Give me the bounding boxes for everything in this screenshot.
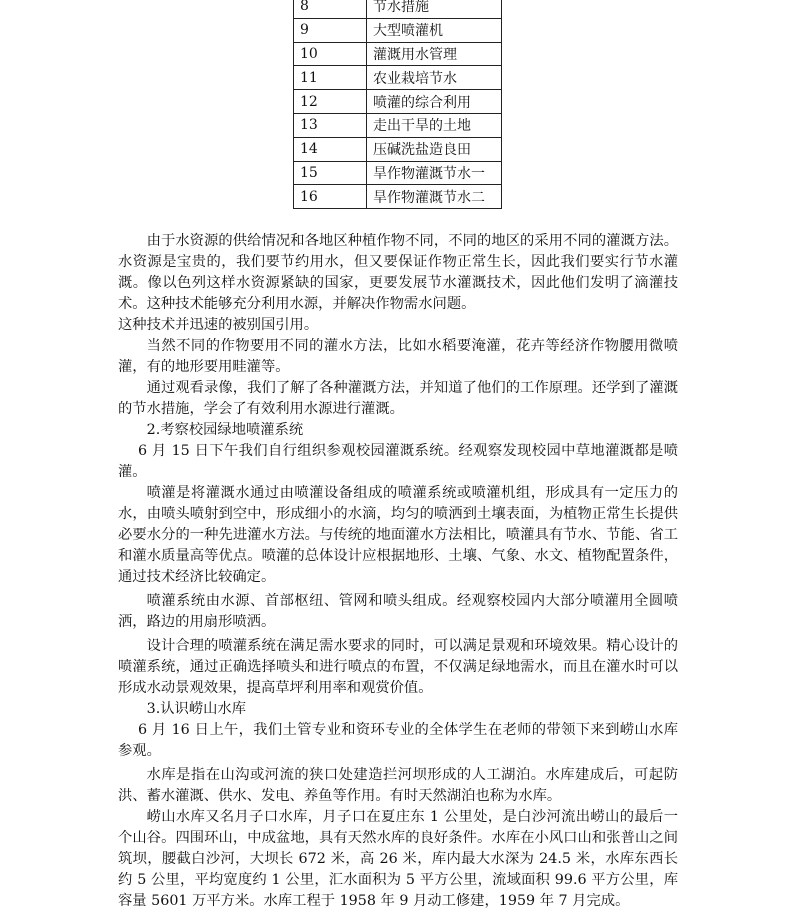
row-number: 12	[294, 90, 367, 114]
row-title: 大型喷灌机	[367, 18, 502, 42]
row-number: 14	[294, 137, 367, 161]
table-row	[294, 113, 502, 137]
table-row	[294, 18, 502, 42]
paragraph-sprinkler-components: 喷灌系统由水源、首部枢纽、管网和喷头组成。经观察校园内大部分喷灌用全圆喷洒，路边的用扇形喷洒。	[118, 593, 678, 630]
row-number: 9	[294, 18, 367, 42]
paragraph-reservoir-definition: 水库是指在山沟或河流的狭口处建造拦河坝形成的人工湖泊。水库建成后，可起防洪、蓄水灌溉、供水、发电、养鱼等作用。有时天然湖泊也称为水库。	[118, 767, 678, 804]
section-heading-campus-sprinkler: 2.考察校园绿地喷灌系统	[146, 422, 304, 438]
row-title: 旱作物灌溉节水二	[367, 185, 502, 209]
row-title: 走出干旱的土地	[367, 113, 502, 137]
row-title: 节水措施	[367, 0, 502, 18]
paragraph-laoshan-reservoir-details: 崂山水库又名月子口水库，月子口在夏庄东 1 公里处，是白沙河流出崂山的最后一个山谷。四围环山，中成盆地，具有天然水库的良好条件。水库在小风口山和张普山之间筑坝，腰截白沙河，大坝长 672 米，高 26 米，库内最大水深为 24.5 米，水库东西长约 5 公里，平均宽度约 1 公里，汇水面积为 5 平方公里，流域面积 99.6 平方公里，库容量 5601 万平方米。水库工程于 1958 年 9 月动工修建，1959 年 7 月完成。	[118, 809, 678, 909]
row-number: 10	[294, 42, 367, 66]
paragraph-sprinkler-definition: 喷灌是将灌溉水通过由喷灌设备组成的喷灌系统或喷灌机组，形成具有一定压力的水，由喷头喷射到空中，形成细小的水滴，均匀的喷洒到土壤表面，为植物正常生长提供必要水分的一种先进灌水方法。与传统的地面灌水方法相比，喷灌具有节水、节能、省工和灌水质量高等优点。喷灌的总体设计应根据地形、土壤、气象、水文、植物配置条件，通过技术经济比较确定。	[118, 485, 678, 585]
table-row	[294, 161, 502, 185]
table-row	[294, 66, 502, 90]
table-row	[294, 137, 502, 161]
row-title: 旱作物灌溉节水一	[367, 161, 502, 185]
table-row	[294, 0, 502, 18]
paragraph-crop-methods: 当然不同的作物要用不同的灌水方法，比如水稻要淹灌，花卉等经济作物腰用微喷灌，有的地形要用畦灌等。	[118, 338, 678, 375]
table-row	[294, 42, 502, 66]
row-title: 喷灌的综合利用	[367, 90, 502, 114]
paragraph-sprinkler-design: 设计合理的喷灌系统在满足需水要求的同时，可以满足景观和环境效果。精心设计的喷灌系统，通过正确选择喷头和进行喷点的布置，不仅满足绿地需水，而且在灌水时可以形成水动景观效果，提高草坪利用率和观赏价值。	[118, 638, 678, 696]
section-heading-laoshan-reservoir: 3.认识崂山水库	[146, 701, 247, 717]
row-number: 11	[294, 66, 367, 90]
table-row	[294, 90, 502, 114]
paragraph-reservoir-visit: 6 月 16 日上午，我们土管专业和资环专业的全体学生在老师的带领下来到崂山水库参观。	[118, 722, 678, 759]
row-number: 16	[294, 185, 367, 209]
row-title: 压碱洗盐造良田	[367, 137, 502, 161]
paragraph-irrigation-methods: 由于水资源的供给情况和各地区种植作物不同，不同的地区的采用不同的灌溉方法。水资源是宝贵的，我们要节约用水，但又要保证作物正常生长，因此我们要实行节水灌溉。像以色列这样水资源紧缺的国家，更要发展节水灌溉技术，因此他们发明了滴灌技术。这种技术能够充分利用水源，并解决作物需水问题。	[118, 233, 678, 312]
row-title: 农业栽培节水	[367, 66, 502, 90]
row-number: 8	[294, 0, 367, 18]
row-number: 13	[294, 113, 367, 137]
table-row	[294, 185, 502, 209]
paragraph-video-learning: 通过观看录像，我们了解了各种灌溉方法，并知道了他们的工作原理。还学到了灌溉的节水措施，学会了有效利用水源进行灌溉。	[118, 380, 678, 417]
paragraph-adoption: 这种技术并迅速的被别国引用。	[118, 317, 319, 333]
row-title: 灌溉用水管理	[367, 42, 502, 66]
body-text	[118, 231, 678, 912]
paragraph-visit-date: 6 月 15 日下午我们自行组织参观校园灌溉系统。经观察发现校园中草地灌溉都是喷灌。	[118, 443, 678, 480]
row-number: 15	[294, 161, 367, 185]
topic-table	[293, 0, 502, 209]
